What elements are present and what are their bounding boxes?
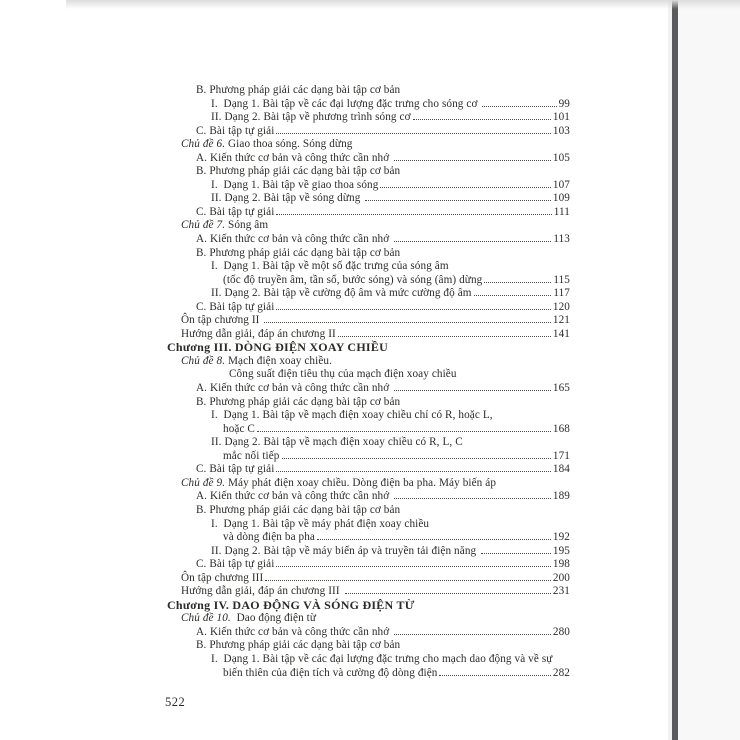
dot-leader [264, 322, 551, 323]
toc-entry-page-number: 103 [552, 124, 570, 137]
toc-entry-page-number: 184 [552, 463, 570, 476]
dot-leader [484, 282, 551, 283]
toc-entry [167, 639, 570, 653]
toc-entry [167, 368, 570, 382]
toc-entry-text: A. Kiến thức cơ bản và công thức cần nhớ [196, 490, 393, 503]
toc-entry-italic-prefix: Chủ đề 8. [181, 354, 226, 367]
dot-leader [338, 336, 551, 337]
toc-entry-page-number: 165 [552, 382, 570, 395]
dot-leader [394, 160, 551, 161]
toc-entry-page-number: 280 [552, 625, 570, 638]
background-right-margin [678, 0, 740, 740]
dot-leader [474, 295, 552, 296]
toc-entry [167, 490, 570, 504]
toc-entry [167, 111, 570, 125]
toc-entry [167, 260, 570, 274]
toc-entry-text: B. Phương pháp giải các dạng bài tập cơ bản [196, 503, 401, 516]
dot-leader [394, 498, 551, 499]
toc-entry [167, 585, 570, 599]
toc-entry [167, 98, 570, 112]
footer-page-number: 522 [165, 695, 186, 709]
toc-entry-text: II. Dạng 2. Bài tập về sóng dừng [211, 192, 364, 205]
toc-entry-page-number: 117 [553, 287, 570, 300]
dot-leader [439, 675, 550, 676]
toc-entry-page-number: 192 [552, 531, 570, 544]
toc-entry-text: C. Bài tập tự giải [196, 124, 275, 137]
toc-entry [167, 274, 570, 288]
toc-entry-page-number: 113 [553, 233, 570, 246]
toc-entry [167, 653, 570, 667]
dot-leader [257, 431, 551, 432]
toc-entry-page-number: 168 [552, 422, 570, 435]
dot-leader [380, 187, 550, 188]
toc-entry-text: II. Dạng 2. Bài tập về mạch điện xoay chiều có R, L, C [211, 436, 463, 449]
toc-entry [167, 192, 570, 206]
toc-entry [167, 247, 570, 261]
toc-entry-page-number: 99 [558, 97, 570, 110]
toc-entry-text: I. Dạng 1. Bài tập về giao thoa sóng [211, 178, 379, 191]
dot-leader [265, 580, 551, 581]
toc-entry [167, 572, 570, 586]
toc-entry-text: B. Phương pháp giải các dạng bài tập cơ bản [196, 84, 401, 96]
dot-leader [481, 553, 551, 554]
toc-entry [167, 179, 570, 193]
toc [167, 84, 570, 680]
toc-entry-text: A. Kiến thức cơ bản và công thức cần nhớ [196, 382, 393, 395]
toc-entry [167, 436, 570, 450]
toc-entry-text: Máy phát điện xoay chiều. Dòng điện ba pha. Máy biến áp [225, 476, 497, 489]
toc-entry [167, 165, 570, 179]
toc-entry [167, 152, 570, 166]
toc-entry [167, 612, 570, 626]
dot-leader [365, 200, 551, 201]
toc-entry [167, 599, 570, 613]
toc-entry [167, 219, 570, 233]
toc-entry-italic-prefix: Chủ đề 7. [181, 219, 226, 232]
toc-entry [167, 84, 570, 98]
toc-entry-page-number: 111 [553, 205, 570, 218]
toc-entry-text: C. Bài tập tự giải [196, 558, 275, 571]
toc-entry-text: và dòng điện ba pha [223, 531, 315, 544]
toc-entry-text: II. Dạng 2. Bài tập về máy biến áp và truyền tải điện năng [211, 544, 480, 557]
toc-entry-text: I. Dạng 1. Bài tập về mạch điện xoay chiều chỉ có R, hoặc L, [211, 409, 493, 422]
toc-entry-text: mắc nối tiếp [223, 449, 280, 462]
dot-leader [394, 390, 551, 391]
toc-entry-text: Sóng âm [225, 219, 269, 232]
toc-entry-text: I. Dạng 1. Bài tập về máy phát điện xoay chiều [211, 517, 430, 530]
toc-entry-text: B. Phương pháp giải các dạng bài tập cơ bản [196, 639, 401, 652]
dot-leader [282, 458, 551, 459]
toc-entry-page-number: 101 [552, 111, 570, 124]
toc-entry-text: Chương IV. DAO ĐỘNG VÀ SÓNG ĐIỆN TỪ [167, 597, 415, 612]
toc-entry [167, 477, 570, 491]
toc-entry-text: I. Dạng 1. Bài tập về các đại lượng đặc trưng cho mạch dao động và về sự [211, 652, 553, 665]
toc-entry-page-number: 115 [553, 273, 570, 286]
toc-entry [167, 450, 570, 464]
toc-entry-page-number: 107 [552, 178, 570, 191]
toc-entry [167, 531, 570, 545]
toc-entry [167, 314, 570, 328]
toc-entry-text: hoặc C [223, 422, 255, 435]
toc-entry-page-number: 189 [552, 490, 570, 503]
toc-entry [167, 504, 570, 518]
toc-entry-text: A. Kiến thức cơ bản và công thức cần nhớ [196, 233, 393, 246]
dot-leader [413, 119, 551, 120]
toc-entry-text: C. Bài tập tự giải [196, 463, 275, 476]
toc-entry [167, 409, 570, 423]
toc-entry-text: Mạch điện xoay chiều. [225, 354, 332, 367]
toc-entry-text: Hướng dẫn giải, đáp án chương III [181, 585, 343, 598]
page-top-shadow [66, 0, 740, 9]
toc-entry [167, 287, 570, 301]
toc-entry-text: biến thiên của điện tích và cường độ dòng điện [223, 666, 438, 679]
toc-entry-page-number: 198 [552, 558, 570, 571]
dot-leader [345, 593, 551, 594]
toc-entry [167, 667, 570, 681]
toc-entry-text: Ôn tập chương III [181, 571, 264, 584]
dot-leader [276, 471, 551, 472]
toc-entry [167, 396, 570, 410]
toc-entry-text: I. Dạng 1. Bài tập về các đại lượng đặc trưng cho sóng cơ [211, 97, 481, 110]
toc-entry-text: Chương III. DÒNG ĐIỆN XOAY CHIỀU [167, 340, 388, 355]
toc-entry-page-number: 141 [552, 327, 570, 340]
toc-entry-text: Giao thoa sóng. Sóng dừng [225, 138, 353, 151]
dot-leader [276, 566, 551, 567]
toc-entry [167, 558, 570, 572]
toc-entry-page-number: 109 [552, 192, 570, 205]
toc-entry [167, 463, 570, 477]
toc-entry-text: C. Bài tập tự giải [196, 205, 275, 218]
toc-entry-text: A. Kiến thức cơ bản và công thức cần nhớ [196, 625, 393, 638]
toc-entry [167, 125, 570, 139]
toc-entry-text: II. Dạng 2. Bài tập về phương trình sóng cơ [211, 111, 411, 124]
dot-leader [276, 133, 551, 134]
toc-entry-text: Công suất điện tiêu thụ của mạch điện xoay chiều [229, 368, 457, 381]
toc-entry-text: (tốc độ truyền âm, tần số, bước sóng) và sóng (âm) dừng [223, 273, 483, 286]
toc-entry [167, 138, 570, 152]
toc-entry-text: B. Phương pháp giải các dạng bài tập cơ bản [196, 246, 401, 259]
dot-leader [317, 539, 551, 540]
toc-entry [167, 382, 570, 396]
toc-entry [167, 545, 570, 559]
toc-entry [167, 301, 570, 315]
toc-entry-italic-prefix: Chủ đề 10. [181, 612, 231, 625]
toc-entry-page-number: 282 [552, 666, 570, 679]
toc-entry-italic-prefix: Chủ đề 9. [181, 476, 226, 489]
toc-entry [167, 206, 570, 220]
toc-entry-text: Hướng dẫn giải, đáp án chương II [181, 327, 336, 340]
book-spine-edge [672, 0, 678, 740]
toc-entry-text: Ôn tập chương II [181, 314, 263, 327]
dot-leader [394, 634, 551, 635]
toc-entry [167, 423, 570, 437]
dot-leader [394, 241, 551, 242]
toc-entry-text: B. Phương pháp giải các dạng bài tập cơ bản [196, 165, 401, 178]
toc-entry-text: B. Phương pháp giải các dạng bài tập cơ bản [196, 395, 401, 408]
toc-entry-page-number: 171 [552, 449, 570, 462]
dot-leader [276, 309, 551, 310]
toc-entry-text: A. Kiến thức cơ bản và công thức cần nhớ [196, 151, 393, 164]
toc-entry-page-number: 105 [552, 151, 570, 164]
toc-entry-text: II. Dạng 2. Bài tập về cường độ âm và mức cường độ âm [211, 287, 472, 300]
toc-entry-italic-prefix: Chủ đề 6. [181, 138, 226, 151]
toc-entry-text: Dao động điện từ [230, 612, 317, 625]
toc-entry [167, 341, 570, 355]
toc-entry-text: I. Dạng 1. Bài tập về một số đặc trưng của sóng âm [211, 260, 449, 273]
toc-entry [167, 626, 570, 640]
dot-leader [276, 214, 551, 215]
toc-entry-page-number: 195 [552, 544, 570, 557]
dot-leader [482, 106, 556, 107]
toc-entry-page-number: 121 [552, 314, 570, 327]
toc-entry-text: C. Bài tập tự giải [196, 300, 275, 313]
toc-entry [167, 518, 570, 532]
toc-entry-page-number: 120 [552, 300, 570, 313]
toc-entry-page-number: 231 [552, 585, 570, 598]
toc-entry [167, 355, 570, 369]
toc-entry-page-number: 200 [552, 571, 570, 584]
toc-entry [167, 233, 570, 247]
